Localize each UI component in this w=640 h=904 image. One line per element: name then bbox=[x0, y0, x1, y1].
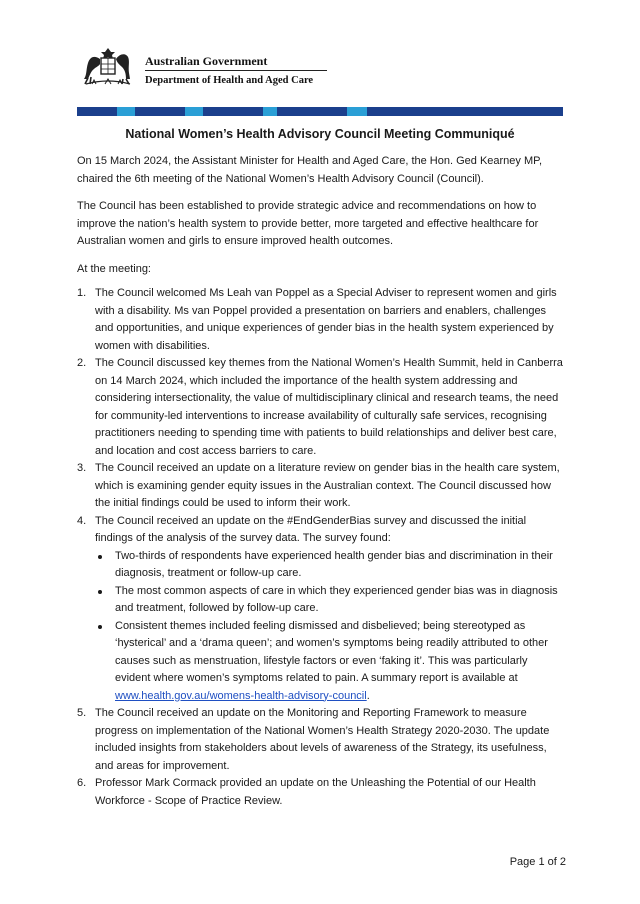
list-item bbox=[77, 285, 563, 355]
item-text: The Council welcomed Ms Leah van Poppel as a Special Adviser to represent women and girls with a disability. Ms van Poppel provided a presentation on barriers and enablers, challenges and opportunities, and unique experiences of gender bias in the health system experienced by women with disabilities. bbox=[95, 287, 557, 352]
bullet-text: Consistent themes included feeling dismissed and disbelieved; being stereotyped as ‘hysterical’ and a ‘drama queen’; and women’s symptoms being readily attributed to other causes such as menstruation, lifestyle factors or even ‘faking it’. This was particularly evident where women’s symptoms related to pain. A summary report is available at bbox=[115, 619, 548, 684]
purpose-paragraph: The Council has been established to provide strategic advice and recommendations on how to improve the nation’s health system to provide better, more targeted and effective healthcare for Australian women and girls to ensure improved health outcomes. bbox=[77, 200, 539, 247]
intro-paragraph: On 15 March 2024, the Assistant Minister for Health and Aged Care, the Hon. Ged Kearney MP, chaired the 6th meeting of the National Women’s Health Advisory Council (Council). bbox=[77, 155, 543, 185]
meeting-items-list bbox=[77, 285, 563, 810]
bullet-icon bbox=[98, 590, 102, 594]
item-text: Professor Mark Cormack provided an update on the Unleashing the Potential of our Health Workforce - Scope of Practice Review. bbox=[95, 777, 536, 807]
government-name: Australian Government bbox=[145, 54, 268, 68]
bullet-icon bbox=[98, 625, 102, 629]
list-item bbox=[77, 705, 563, 775]
bullet-text: The most common aspects of care in which they experienced gender bias was in diagnosis and treatment, followed by follow-up care. bbox=[115, 584, 558, 614]
document-title: National Women’s Health Advisory Council Meeting Communiqué bbox=[125, 127, 515, 141]
coat-of-arms-logo bbox=[78, 44, 138, 88]
item-number: 4. bbox=[77, 514, 87, 527]
list-item bbox=[77, 775, 563, 810]
link-suffix: . bbox=[366, 689, 370, 702]
item-number: 6. bbox=[77, 777, 87, 789]
branding-divider bbox=[145, 70, 327, 71]
council-webpage-link[interactable]: www.health.gov.au/womens-health-advisory-council bbox=[115, 689, 367, 702]
item-number: 3. bbox=[77, 462, 87, 474]
meeting-lead: At the meeting: bbox=[77, 262, 151, 275]
survey-findings-list bbox=[95, 548, 563, 706]
bullet-item bbox=[95, 583, 563, 618]
bullet-item bbox=[95, 618, 563, 706]
page-number: Page 1 of 2 bbox=[509, 856, 566, 868]
document-body bbox=[77, 153, 563, 810]
item-text: The Council received an update on the #EndGenderBias survey and discussed the initial findings of the analysis of the survey data. The survey found: bbox=[95, 514, 527, 544]
item-text: The Council received an update on a literature review on gender bias in the health care system, which is examining gender equity issues in the Australian context. The Council discussed how the initial findings could be used to inform their work. bbox=[95, 462, 560, 509]
bullet-item bbox=[95, 548, 563, 583]
list-item bbox=[77, 513, 563, 706]
list-item bbox=[77, 460, 563, 513]
header-color-stripe bbox=[77, 107, 563, 116]
item-number: 5. bbox=[77, 707, 87, 719]
government-branding bbox=[145, 54, 327, 87]
list-item bbox=[77, 355, 563, 460]
department-name: Department of Health and Aged Care bbox=[145, 75, 314, 86]
bullet-text: Two-thirds of respondents have experienced health gender bias and discrimination in their diagnosis, treatment or follow-up care. bbox=[115, 549, 553, 579]
item-number: 1. bbox=[77, 287, 87, 299]
item-text: The Council received an update on the Monitoring and Reporting Framework to measure progress on implementation of the National Women’s Health Strategy 2020-2030. The update included insights from stakeholders about levels of awareness of the Strategy, its usefulness, and areas for improvement. bbox=[95, 707, 550, 772]
item-text: The Council discussed key themes from the National Women’s Health Summit, held in Canberra on 14 March 2024, which included the importance of the health system addressing and considering intersectionality, the value of multidisciplinary clinical and research teams, the need for community-led interventions to increase availability of culturally safe services, recognising practitioners needing to spending time with patients to build relationships and deliver best care, and location and cost access barriers to care. bbox=[95, 357, 563, 457]
bullet-icon bbox=[98, 555, 102, 559]
item-number: 2. bbox=[77, 357, 87, 369]
